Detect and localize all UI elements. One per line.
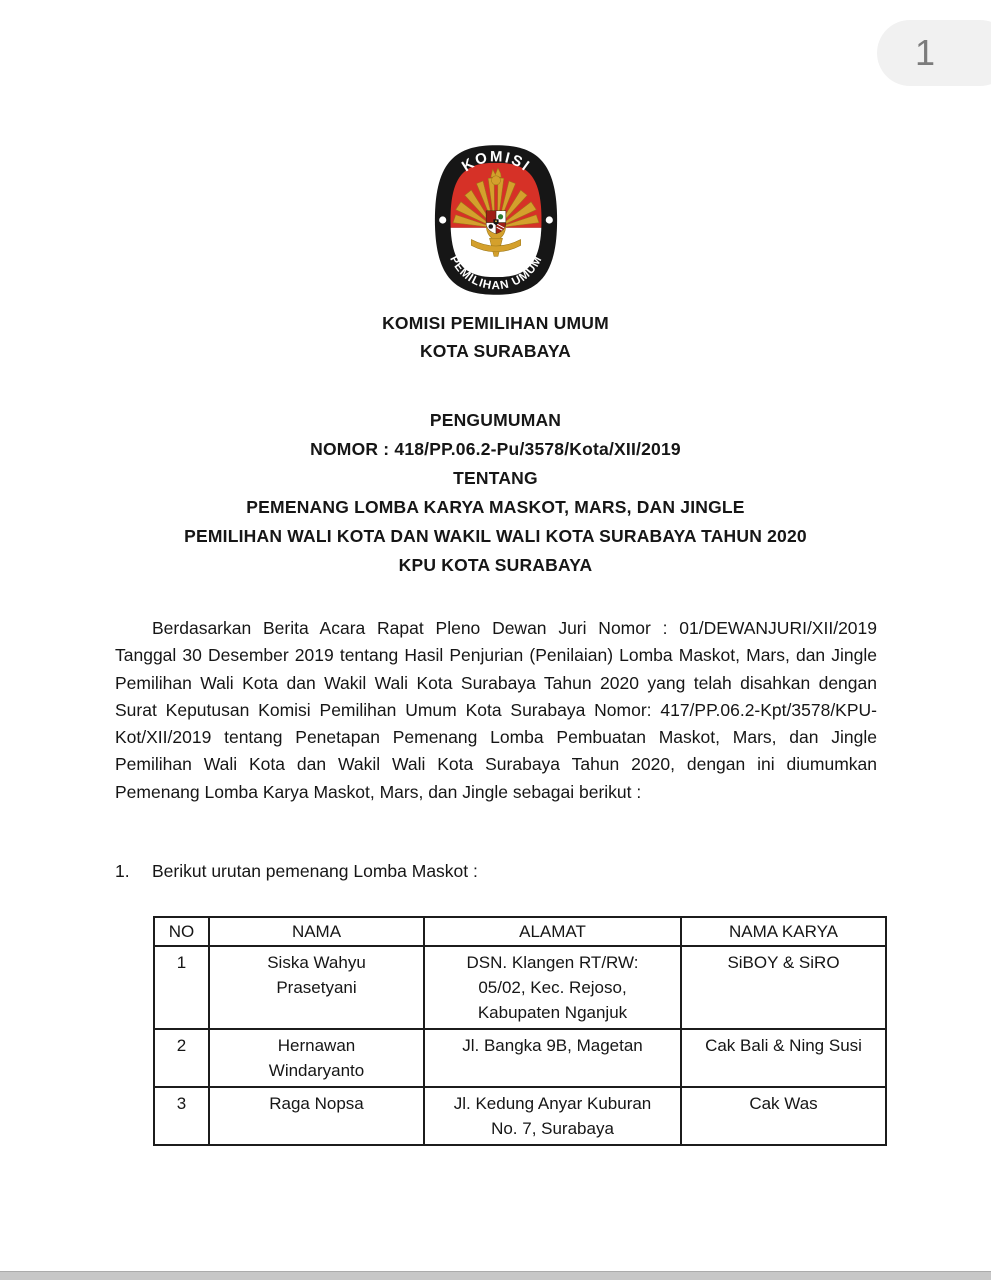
pancasila-shield-icon <box>486 211 506 234</box>
table-row <box>154 1087 886 1145</box>
col-header-no: NO <box>154 917 209 946</box>
cell-alamat: DSN. Klangen RT/RW: 05/02, Kec. Rejoso, Kabupaten Nganjuk <box>424 946 681 1029</box>
cell-nama: Siska Wahyu Prasetyani <box>209 946 424 1029</box>
cell-nama-karya: Cak Was <box>681 1087 886 1145</box>
cell-nama: Hernawan Windaryanto <box>209 1029 424 1087</box>
kpu-logo-icon <box>431 143 561 297</box>
winners-table <box>153 916 887 1146</box>
table-row <box>154 1029 886 1087</box>
table-row <box>154 946 886 1029</box>
org-name: KOMISI PEMILIHAN UMUM <box>382 313 609 333</box>
title-tentang: TENTANG <box>453 468 538 488</box>
page-number-badge <box>877 20 991 86</box>
org-header <box>0 309 991 365</box>
cell-no: 3 <box>154 1087 209 1145</box>
logo-top-arc-text: KOMISI <box>458 148 534 176</box>
cell-nama: Raga Nopsa <box>209 1087 424 1145</box>
bottom-divider-bar <box>0 1271 991 1280</box>
col-header-nama-karya: NAMA KARYA <box>681 917 886 946</box>
cell-alamat: Jl. Bangka 9B, Magetan <box>424 1029 681 1087</box>
page-number: 1 <box>914 32 936 73</box>
logo-right-dot <box>545 216 552 223</box>
col-header-alamat: ALAMAT <box>424 917 681 946</box>
opening-paragraph: Berdasarkan Berita Acara Rapat Pleno Dewan Juri Nomor : 01/DEWANJURI/XII/2019 Tanggal 30 Desember 2019 tentang Hasil Penjurian (Penilaian) Lomba Maskot, Mars, dan Jingle Pemilihan Wali Kota dan Wakil Wali Kota Surabaya Tahun 2020 yang telah disahkan dengan Surat Keputusan Komisi Pemilihan Umum Kota Surabaya Nomor: 417/PP.06.2-Kpt/3578/KPU-Kot/XII/2019 tentang Penetapan Pemenang Lomba Pembuatan Maskot, Mars, dan Jingle Pemilihan Wali Kota dan Wakil Wali Kota Surabaya Tahun 2020, dengan ini diumumkan Pemenang Lomba Karya Maskot, Mars, dan Jingle sebagai berikut : <box>115 618 877 802</box>
cell-nama-karya: SiBOY & SiRO <box>681 946 886 1029</box>
cell-no: 1 <box>154 946 209 1029</box>
logo-left-dot <box>439 216 446 223</box>
title-subject-2: PEMILIHAN WALI KOTA DAN WAKIL WALI KOTA SURABAYA TAHUN 2020 <box>184 526 807 546</box>
title-nomor: NOMOR : 418/PP.06.2-Pu/3578/Kota/XII/2019 <box>310 439 681 459</box>
announcement-title-block <box>0 406 991 580</box>
list-item-number: 1. <box>115 861 130 881</box>
title-subject-3: KPU KOTA SURABAYA <box>398 555 593 575</box>
table-header-row <box>154 917 886 946</box>
cell-nama-karya: Cak Bali & Ning Susi <box>681 1029 886 1087</box>
cell-alamat: Jl. Kedung Anyar Kuburan No. 7, Surabaya <box>424 1087 681 1145</box>
col-header-nama: NAMA <box>209 917 424 946</box>
logo-bottom-arc-text: PEMILIHAN UMUM <box>446 253 545 293</box>
title-subject-1: PEMENANG LOMBA KARYA MASKOT, MARS, DAN JINGLE <box>246 497 745 517</box>
org-city: KOTA SURABAYA <box>419 341 572 361</box>
cell-no: 2 <box>154 1029 209 1087</box>
list-item-text: Berikut urutan pemenang Lomba Maskot : <box>152 861 478 881</box>
title-pengumuman: PENGUMUMAN <box>429 410 562 430</box>
list-item-1 <box>115 861 877 882</box>
